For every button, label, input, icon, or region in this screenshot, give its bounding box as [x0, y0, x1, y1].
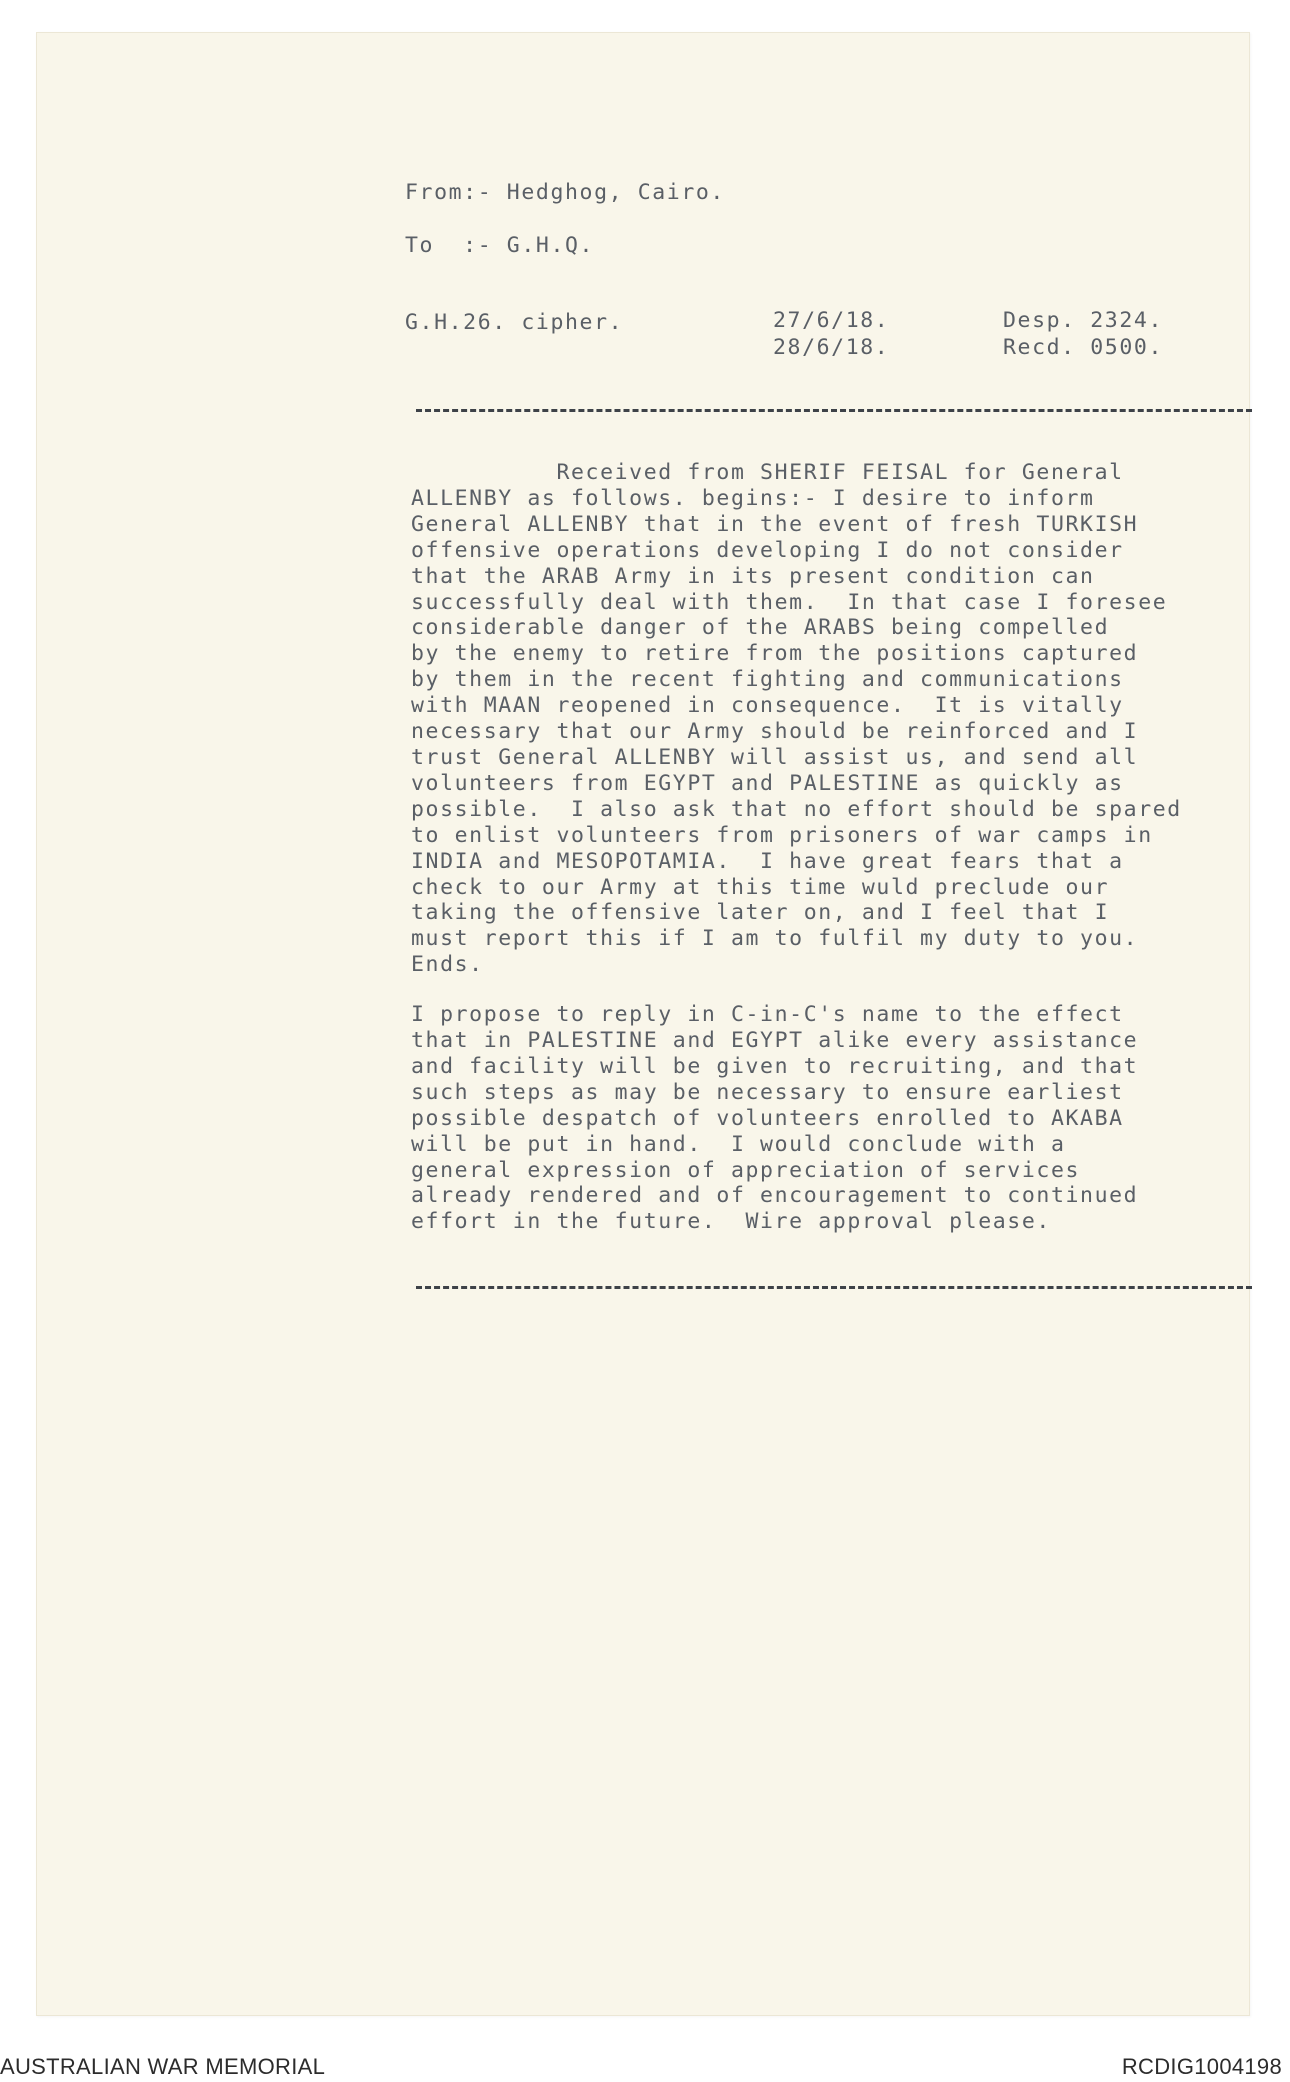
text-line: that the ARAB Army in its present condition can	[411, 563, 1095, 589]
text-line: considerable danger of the ARABS being compelled	[411, 615, 1110, 641]
text-line: successfully deal with them. In that case I foresee	[411, 589, 1168, 615]
text-line: and facility will be given to recruiting, and that	[411, 1053, 1139, 1079]
text-line: check to our Army at this time wuld preclude our	[411, 874, 1110, 900]
archive-credit: AUSTRALIAN WAR MEMORIAL	[0, 2054, 326, 2079]
message-body	[411, 460, 1241, 1235]
text-line: possible. I also ask that no effort should be spared	[411, 796, 1182, 822]
text-line: must report this if I am to fulfil my duty to you.	[411, 926, 1139, 952]
despatch-time: Desp. 2324.	[1003, 308, 1163, 333]
paragraph-feisal-message	[411, 460, 1241, 978]
text-line: I propose to reply in C-in-C's name to the effect	[411, 1002, 1124, 1028]
text-line: ALLENBY as follows. begins:- I desire to inform	[411, 485, 1095, 511]
paragraph-proposed-reply	[411, 1002, 1241, 1235]
divider-bottom	[416, 1286, 1252, 1289]
divider-top	[416, 409, 1252, 412]
cipher-reference: G.H.26. cipher.	[405, 310, 624, 335]
text-line: by the enemy to retire from the positions captured	[411, 641, 1139, 667]
to-line: To :- G.H.Q.	[405, 233, 595, 258]
from-line: From:- Hedghog, Cairo.	[405, 180, 725, 205]
date-received: 28/6/18.	[773, 335, 890, 360]
text-line: INDIA and MESOPOTAMIA. I have great fears that a	[411, 848, 1124, 874]
text-line: that in PALESTINE and EGYPT alike every assistance	[411, 1028, 1139, 1054]
text-line: taking the offensive later on, and I feel that I	[411, 900, 1110, 926]
text-line: with MAAN reopened in consequence. It is vitally	[411, 693, 1124, 719]
text-line: Received from SHERIF FEISAL for General	[411, 460, 1124, 485]
date-sent: 27/6/18.	[773, 308, 890, 333]
archive-reference: RCDIG1004198	[1121, 2054, 1282, 2079]
text-line: Ends.	[411, 952, 484, 978]
text-line: offensive operations developing I do not consider	[411, 537, 1124, 563]
received-time: Recd. 0500.	[1003, 335, 1163, 360]
text-line: by them in the recent fighting and communications	[411, 667, 1124, 693]
text-line: already rendered and of encouragement to continued	[411, 1183, 1139, 1209]
text-line: general expression of appreciation of services	[411, 1157, 1081, 1183]
text-line: General ALLENBY that in the event of fresh TURKISH	[411, 511, 1139, 537]
text-line: necessary that our Army should be reinforced and I	[411, 719, 1139, 745]
text-line: effort in the future. Wire approval please.	[411, 1209, 1051, 1235]
text-line: trust General ALLENBY will assist us, and send all	[411, 744, 1139, 770]
text-line: such steps as may be necessary to ensure earliest	[411, 1079, 1124, 1105]
text-line: possible despatch of volunteers enrolled to AKABA	[411, 1105, 1124, 1131]
text-line: will be put in hand. I would conclude with a	[411, 1131, 1066, 1157]
text-line: volunteers from EGYPT and PALESTINE as quickly as	[411, 770, 1124, 796]
text-line: to enlist volunteers from prisoners of war camps in	[411, 822, 1153, 848]
